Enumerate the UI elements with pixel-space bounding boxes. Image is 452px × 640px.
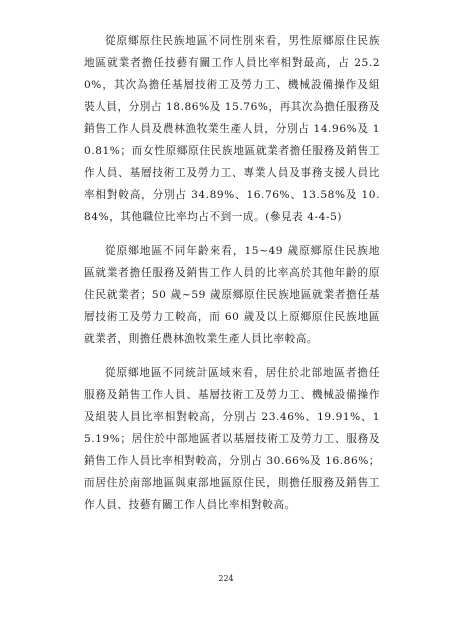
- body-text: [84, 30, 380, 528]
- paragraph-region: 從原鄉地區不同統計區域來看，居住於北部地區者擔任服務及銷售工作人員、基層技術工及勞力工、機械設備操作及組裝人員比率相對較高，分別占 23.46%、19.91%、15.19%；居住於中部地區者以基層技術工及勞力工、服務及銷售工作人員比率相對較高，分別占 30.66%及 16.86%；而居住於南部地區與東部地區原住民，則擔任服務及銷售工作人員、技藝有關工作人員比率相對較高。: [84, 367, 380, 511]
- paragraph-age: 從原鄉地區不同年齡來看，15~49 歲原鄉原住民族地區就業者擔任服務及銷售工作人員的比率高於其他年齡的原住民就業者；50 歲~59 歲原鄉原住民族地區就業者擔任基層技術工及勞力工較高，而 60 歲及以上原鄉原住民族地區就業者，則擔任農林漁牧業生產人員比率較高。: [84, 245, 380, 345]
- page-number: 224: [218, 574, 234, 583]
- paragraph-gender: 從原鄉原住民族地區不同性別來看，男性原鄉原住民族地區就業者擔任技藝有關工作人員比率相對最高，占 25.20%，其次為擔任基層技術工及勞力工、機械設備操作及組裝人員，分別占 18.86%及 15.76%，再其次為擔任服務及銷售工作人員及農林漁牧業生產人員，分別占 14.96%及 10.81%；而女性原鄉原住民族地區就業者擔任服務及銷售工作人員、基層技術工及勞力工、專業人員及事務支援人員比率相對較高，分別占 34.89%、16.76%、13.58%及 10.84%，其他職位比率均占不到一成。(參見表 4-4-5): [84, 35, 380, 223]
